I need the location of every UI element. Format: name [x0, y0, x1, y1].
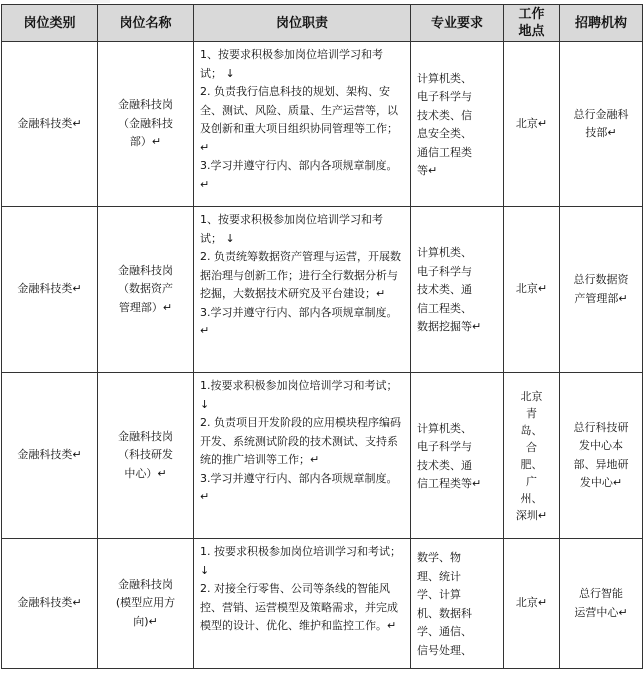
duty-line: 1.按要求积极参加岗位培训学习和考试； ↓ [200, 379, 398, 411]
duty-line: 2. 负责统筹数据资产管理与运营，开展数据治理与创新工作；进行全行数据分析与挖掘，大数据技术研究及平台建设；↵ [200, 250, 401, 300]
duty-line: 3.学习并遵守行内、部内各项规章制度。↵ [200, 159, 398, 191]
duties-cell [194, 42, 411, 207]
major-cell: 数学、物 理、统计 学、计算 机、数据科 学、通信、 信号处理、 [411, 539, 504, 669]
duty-line: 1、按要求积极参加岗位培训学习和考试； ↓ [200, 213, 383, 245]
location-cell: 北京↵ [504, 207, 560, 373]
duties-cell [194, 207, 411, 373]
position-cell: 金融科技岗 （金融科技 部）↵ [98, 42, 194, 207]
header-major: 专业要求 [411, 5, 504, 42]
duty-line: 3.学习并遵守行内、部内各项规章制度。↵ [200, 305, 398, 337]
org-cell: 总行数据资 产管理部↵ [560, 207, 643, 373]
org-cell: 总行科技研 发中心本 部、异地研 发中心↵ [560, 373, 643, 539]
table-row [2, 42, 643, 207]
header-position: 岗位名称 [98, 5, 194, 42]
position-cell: 金融科技岗 （数据资产 管理部）↵ [98, 207, 194, 373]
duty-line: 2. 对接全行零售、公司等条线的智能风控、营销、运营模型及策略需求，并完成模型的设计、优化、维护和监控工作。↵ [200, 582, 398, 632]
org-cell: 总行智能 运营中心↵ [560, 539, 643, 669]
major-cell: 计算机类、 电子科学与 技术类、通 信工程类、 数据挖掘等↵ [411, 207, 504, 373]
table-row [2, 373, 643, 539]
location-cell: 北京↵ [504, 42, 560, 207]
major-cell: 计算机类、 电子科学与 技术类、通 信工程类等↵ [411, 373, 504, 539]
category-cell: 金融科技类↵ [2, 373, 98, 539]
header-row [2, 5, 643, 42]
top-fragment [70, 0, 110, 3]
header-duties: 岗位职责 [194, 5, 411, 42]
header-category: 岗位类别 [2, 5, 98, 42]
category-cell: 金融科技类↵ [2, 539, 98, 669]
table-row [2, 207, 643, 373]
category-cell: 金融科技类↵ [2, 42, 98, 207]
duty-line: 2. 负责我行信息科技的规划、架构、安全、测试、风险、质量、生产运营等，以及创新和重大项目组织协同管理等工作；↵ [200, 85, 398, 154]
org-cell: 总行金融科 技部↵ [560, 42, 643, 207]
duty-line: 2. 负责项目开发阶段的应用模块程序编码开发、系统测试阶段的技术测试、支持系统的推广培训等工作；↵ [200, 416, 401, 466]
table-row [2, 539, 643, 669]
duty-line: 1. 按要求积极参加岗位培训学习和考试； ↓ [200, 545, 401, 577]
major-cell: 计算机类、 电子科学与 技术类、信 息安全类、 通信工程类 等↵ [411, 42, 504, 207]
duty-line: 1、按要求积极参加岗位培训学习和考试； ↓ [200, 48, 383, 80]
location-cell: 北京 青 岛、 合 肥、 广 州、 深圳↵ [504, 373, 560, 539]
position-cell: 金融科技岗 （科技研发 中心）↵ [98, 373, 194, 539]
location-cell: 北京↵ [504, 539, 560, 669]
duties-cell [194, 373, 411, 539]
header-location: 工作 地点 [504, 5, 560, 42]
duty-line: 3.学习并遵守行内、部内各项规章制度。↵ [200, 471, 398, 503]
recruitment-table [1, 4, 643, 669]
category-cell: 金融科技类↵ [2, 207, 98, 373]
header-org: 招聘机构 [560, 5, 643, 42]
position-cell: 金融科技岗 (模型应用方 向)↵ [98, 539, 194, 669]
duties-cell [194, 539, 411, 669]
